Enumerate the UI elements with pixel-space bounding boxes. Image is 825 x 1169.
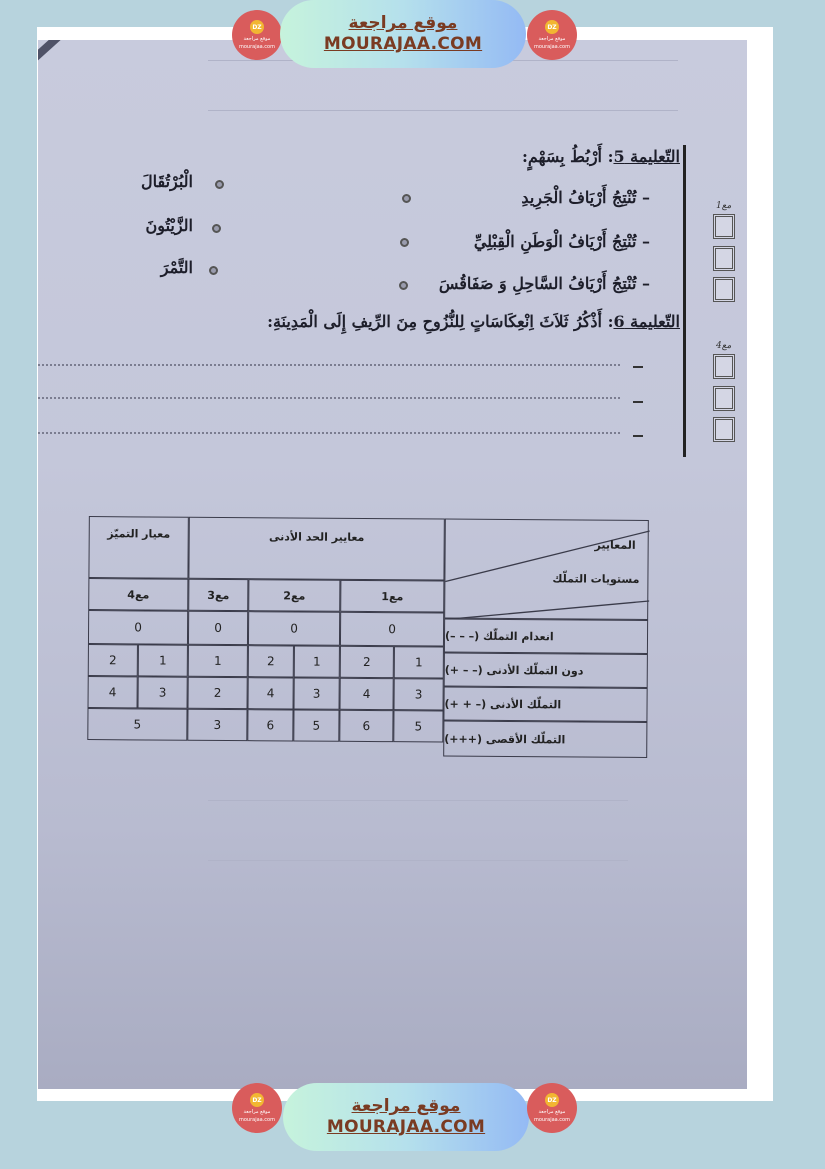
level-label-0: انعدام التملّك (– – –) bbox=[444, 619, 648, 654]
match-dot-left-2[interactable] bbox=[400, 238, 409, 247]
criteria-checkbox[interactable] bbox=[713, 354, 735, 379]
site-link-pill[interactable] bbox=[280, 0, 526, 68]
match-dot-right-3[interactable] bbox=[209, 266, 218, 275]
margin-rule bbox=[683, 145, 686, 457]
diagonal-divider bbox=[445, 520, 650, 621]
criteria-checkbox[interactable] bbox=[713, 214, 735, 239]
score-l3-mu2-b: 6 bbox=[247, 709, 293, 741]
header-diagonal-cell bbox=[444, 519, 649, 620]
site-logo-left: DZ موقع مراجعة mourajaa.com bbox=[232, 10, 282, 60]
site-name-arabic[interactable]: موقع مراجعة bbox=[351, 1096, 461, 1116]
match-right-item-1: الْبُرْتُقَالَ bbox=[140, 172, 193, 191]
criterion-mu3: مع3 bbox=[188, 579, 248, 611]
criteria-label-2: مع4 bbox=[716, 341, 732, 351]
match-right-item-2: الزَّيْتُونَ bbox=[145, 216, 193, 235]
match-left-item-3: – تُنْتِجُ أَرْيَافُ السَّاحِلِ وَ صَفَاقُسَ bbox=[438, 274, 650, 293]
header-levels: مستويات التملّك bbox=[552, 572, 640, 586]
score-l1-mu4-b: 2 bbox=[88, 644, 138, 676]
answer-dash-3 bbox=[633, 435, 643, 437]
level-label-1: دون التملّك الأدنى (– – +) bbox=[444, 653, 648, 688]
site-logo-right: DZ موقع مراجعة mourajaa.com bbox=[527, 1083, 577, 1133]
site-logo-right: DZ موقع مراجعة mourajaa.com bbox=[527, 10, 577, 60]
match-left-item-1: – تُنْتِجُ أَرْيَافُ الْجَرِيدِ bbox=[521, 188, 650, 207]
site-url[interactable]: MOURAJAA.COM bbox=[326, 1117, 486, 1137]
criterion-mu4: مع4 bbox=[88, 578, 188, 611]
score-l3-mu4: 5 bbox=[87, 708, 187, 741]
score-l3-mu2-a: 5 bbox=[293, 709, 339, 741]
criteria-checkbox[interactable] bbox=[713, 386, 735, 411]
criterion-mu2: مع2 bbox=[248, 579, 340, 612]
score-l3-mu1-b: 6 bbox=[339, 710, 393, 742]
exercise-5-title: التّعليمة 5: أَرْبُطُ بِسَهْمٍ: bbox=[521, 147, 680, 166]
score-l2-mu4-b: 4 bbox=[88, 676, 138, 708]
top-watermark bbox=[0, 0, 825, 70]
score-l3-mu1-a: 5 bbox=[393, 710, 443, 742]
level-label-3: التملّك الأقصى (+++) bbox=[443, 721, 647, 758]
logo-mark-icon: DZ bbox=[250, 1093, 264, 1107]
criteria-label-1: مع1 bbox=[716, 201, 732, 211]
logo-mark-icon: DZ bbox=[545, 20, 559, 34]
criteria-checkbox[interactable] bbox=[713, 417, 735, 442]
score-l2-mu1-a: 3 bbox=[394, 678, 444, 710]
score-l2-mu3: 2 bbox=[188, 677, 248, 709]
header-criteria: المعايير bbox=[594, 538, 636, 552]
criteria-checkbox[interactable] bbox=[713, 277, 735, 302]
score-l0-mu1: 0 bbox=[340, 612, 444, 647]
match-dot-right-2[interactable] bbox=[212, 224, 221, 233]
score-l1-mu3: 1 bbox=[188, 645, 248, 677]
match-dot-right-1[interactable] bbox=[215, 180, 224, 189]
level-label-2: التملّك الأدنى (– + +) bbox=[443, 687, 647, 722]
logo-mark-icon: DZ bbox=[545, 1093, 559, 1107]
criteria-checkbox[interactable] bbox=[713, 246, 735, 271]
score-l0-mu2: 0 bbox=[248, 611, 340, 646]
bottom-watermark bbox=[0, 1083, 825, 1153]
match-dot-left-1[interactable] bbox=[402, 194, 411, 203]
match-dot-left-3[interactable] bbox=[399, 281, 408, 290]
score-l1-mu2-b: 2 bbox=[248, 645, 294, 677]
score-l1-mu1-a: 1 bbox=[394, 646, 444, 678]
score-l2-mu2-b: 4 bbox=[248, 677, 294, 709]
score-l0-mu4: 0 bbox=[88, 610, 188, 645]
score-l0-mu3: 0 bbox=[188, 611, 248, 645]
answer-line-1[interactable] bbox=[38, 364, 620, 366]
match-left-item-2: – تُنْتِجُ أَرْيَافُ الْوَطَنِ الْقِبْلِيِّ bbox=[473, 232, 650, 251]
score-l1-mu4-a: 1 bbox=[138, 644, 188, 676]
site-name-arabic[interactable]: موقع مراجعة bbox=[348, 13, 458, 33]
score-l2-mu4-a: 3 bbox=[138, 676, 188, 708]
score-l1-mu1-b: 2 bbox=[340, 646, 394, 678]
criterion-mu1: مع1 bbox=[340, 580, 444, 613]
score-l3-mu3: 3 bbox=[187, 709, 247, 741]
answer-line-2[interactable] bbox=[38, 397, 620, 399]
site-url[interactable]: MOURAJAA.COM bbox=[323, 34, 483, 54]
header-minimum: معايير الحد الأدنى bbox=[188, 517, 444, 581]
grading-table bbox=[87, 516, 649, 762]
match-right-item-3: التَّمْرَ bbox=[160, 258, 193, 277]
answer-line-3[interactable] bbox=[38, 432, 620, 434]
header-excellence: معيار التميّز bbox=[88, 516, 188, 579]
score-l1-mu2-a: 1 bbox=[294, 645, 340, 677]
score-l2-mu1-b: 4 bbox=[340, 678, 394, 710]
exercise-6-title: التّعليمة 6: أَذْكُرُ ثَلاَثَ اِنْعِكَاسَاتٍ لِلنُّزُوحِ مِنَ الرِّيفِ إِلَى الْمَدِينَةِ: bbox=[267, 312, 680, 331]
logo-mark-icon: DZ bbox=[250, 20, 264, 34]
answer-dash-1 bbox=[633, 366, 643, 368]
site-logo-left: DZ موقع مراجعة mourajaa.com bbox=[232, 1083, 282, 1133]
site-link-pill[interactable] bbox=[283, 1083, 529, 1151]
answer-dash-2 bbox=[633, 401, 643, 403]
score-l2-mu2-a: 3 bbox=[294, 677, 340, 709]
